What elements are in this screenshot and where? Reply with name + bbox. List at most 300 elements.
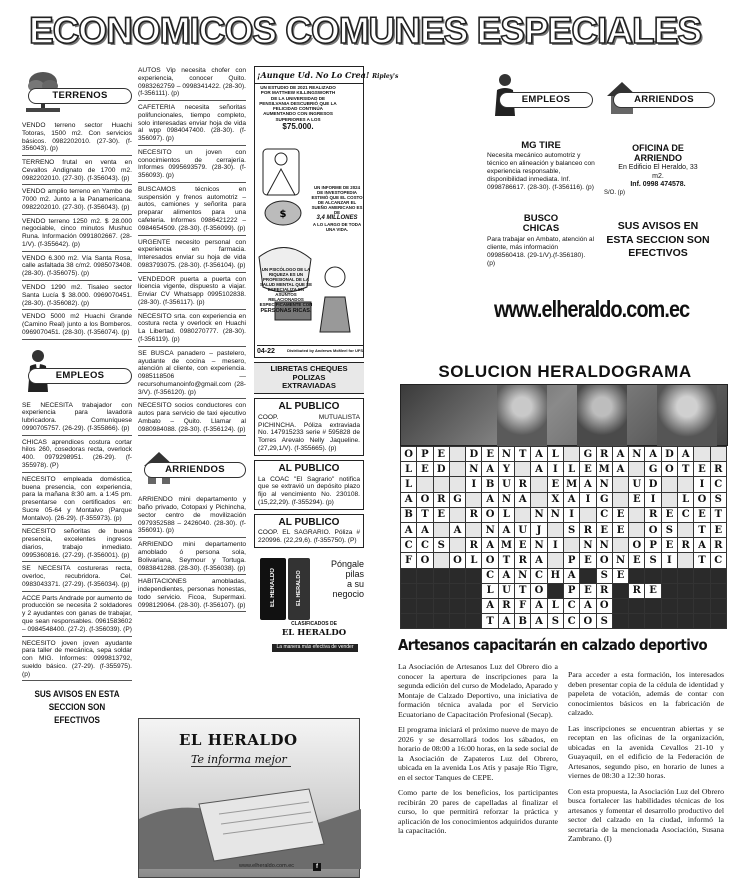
crossword-letter-cell: U xyxy=(629,477,645,492)
oficina-arriendo-ad: OFICINA DE ARRIENDO En Edificio El Heraldo, 33 m2. Inf. 0998 474578. S/O. (p) xyxy=(604,143,698,196)
crossword-clue-cell xyxy=(466,522,482,537)
crossword-letter-cell: I xyxy=(466,477,482,492)
battery-graphic-2: EL HERALDO xyxy=(288,558,310,620)
crossword-black-cell xyxy=(449,598,465,613)
list-item: ARRIENDO mini departamento amoblado ó persona sola, Bolivariana, Seymour y Tortuga. 0983841288. (28-30). (f-356038). (p) xyxy=(138,540,246,575)
crossword-letter-cell: D xyxy=(645,477,661,492)
crossword-black-cell xyxy=(612,583,628,598)
crossword-letter-cell: O xyxy=(645,522,661,537)
crossword-letter-cell: L xyxy=(466,553,482,568)
crossword-letter-cell: G xyxy=(449,492,465,507)
crossword-letter-cell: R xyxy=(596,447,612,462)
crossword-letter-cell: A xyxy=(563,492,579,507)
crossword-letter-cell: A xyxy=(401,522,417,537)
crossword-letter-cell: T xyxy=(694,553,710,568)
crossword-letter-cell: N xyxy=(498,492,514,507)
crossword-letter-cell: N xyxy=(515,568,531,583)
empleos-list-continued xyxy=(138,66,246,436)
crossword-letter-cell: R xyxy=(433,492,449,507)
crossword-letter-cell: E xyxy=(433,447,449,462)
crossword-letter-cell: U xyxy=(498,477,514,492)
crossword-letter-cell: D xyxy=(433,462,449,477)
crossword-black-cell xyxy=(417,614,433,629)
crossword-black-cell xyxy=(433,614,449,629)
crossword-letter-cell: A xyxy=(580,477,596,492)
el-heraldo-banner xyxy=(138,718,360,878)
crossword-clue-cell xyxy=(417,477,433,492)
crossword-letter-cell: B xyxy=(401,507,417,522)
crossword-letter-cell: E xyxy=(661,538,677,553)
crossword-letter-cell: R xyxy=(580,522,596,537)
crossword-letter-cell: S xyxy=(710,492,726,507)
list-item: VENDO terreno sector Huachi Totoras, 1500 m2. Con servicios básicos. 0982202010. (27-30). (f-356043). (p) xyxy=(22,121,132,156)
crossword-letter-cell: Y xyxy=(498,462,514,477)
photo-player-1 xyxy=(497,385,547,447)
crossword-letter-cell: R xyxy=(596,583,612,598)
crossword-clue-cell xyxy=(629,507,645,522)
crossword-black-cell xyxy=(661,598,677,613)
crossword-letter-cell: A xyxy=(531,462,547,477)
crossword-letter-cell: C xyxy=(531,568,547,583)
crossword-letter-cell: A xyxy=(531,598,547,613)
cartoon-date: 04-22 xyxy=(257,348,275,355)
crossword-letter-cell: I xyxy=(547,462,563,477)
list-item: AUTOS Vip necesita chofer con experiencia, conocer Quito. 0983262759 – 0998341422. (28-30). (f-356111). (p) xyxy=(138,66,246,101)
libretas-title: LIBRETAS CHEQUES POLIZAS EXTRAVIADAS xyxy=(254,362,364,394)
crossword-letter-cell: A xyxy=(498,568,514,583)
crossword-letter-cell: R xyxy=(710,538,726,553)
crossword-black-cell xyxy=(433,598,449,613)
crossword-black-cell xyxy=(694,614,710,629)
crossword-black-cell xyxy=(710,598,726,613)
list-item: VENDO 5000 m2 Huachi Grande (Camino Real) junto a los Bomberos. 0969070451. (28-30). (f-356074). (p) xyxy=(22,312,132,339)
crossword-letter-cell: A xyxy=(612,447,628,462)
crossword-letter-cell: O xyxy=(629,538,645,553)
crossword-clue-cell xyxy=(547,522,563,537)
section-header-empleos-right xyxy=(487,70,593,122)
crossword-letter-cell: N xyxy=(612,553,628,568)
list-item: NECESITO empleada doméstica, buena presencia, con experiencia, para la mañana 8:30 am. a 1:45 pm. presentarse con certificados en: Sucre 05-64 y Montalvo (Parque Montalvo). (26-29). (f-355973). (p) xyxy=(22,475,132,526)
crossword-black-cell xyxy=(401,583,417,598)
crossword-clue-cell xyxy=(531,492,547,507)
crossword-black-cell xyxy=(547,583,563,598)
crossword-letter-cell: L xyxy=(498,507,514,522)
crossword-letter-cell: N xyxy=(547,507,563,522)
cartoon-footer xyxy=(257,345,363,355)
crossword-black-cell xyxy=(449,568,465,583)
crossword-letter-cell: C xyxy=(417,538,433,553)
crossword-row xyxy=(401,583,727,598)
crossword-letter-cell: N xyxy=(596,477,612,492)
crossword-letter-cell: S xyxy=(547,614,563,629)
crossword-black-cell xyxy=(678,614,694,629)
crossword-black-cell xyxy=(710,568,726,583)
crossword-black-cell xyxy=(710,583,726,598)
crossword-letter-cell: S xyxy=(661,522,677,537)
promo-tagline: La manera más efectiva de vender xyxy=(272,644,358,652)
list-item: CAFETERIA necesita señoritas polifuncionales, tiempo completo, solo interesadas enviar hoja de vida al wpp 0984047400. (28-30). (f-356097). (p) xyxy=(138,103,246,146)
ripleys-cartoon xyxy=(254,66,399,358)
list-item: VENDO 6.300 m2. Vía Santa Rosa, calle asfaltada 38 c/m2. 0985073408. (28-30). (f-356075). (p) xyxy=(22,254,132,281)
list-item: VENDO amplio terreno en Yambo de 7000 m2. Junto a la Panamericana. 0982202010. (27-30). (f-356043). (p) xyxy=(22,187,132,214)
crossword-letter-cell: A xyxy=(449,522,465,537)
crossword-black-cell xyxy=(694,568,710,583)
crossword-letter-cell: E xyxy=(596,522,612,537)
crossword-letter-cell: I xyxy=(580,492,596,507)
crossword-letter-cell: R xyxy=(678,538,694,553)
crossword-black-cell xyxy=(612,598,628,613)
solucion-heraldograma-title: SOLUCION HERALDOGRAMA xyxy=(438,362,692,381)
crossword-letter-cell: S xyxy=(433,538,449,553)
article-paragraph: Con esta propuesta, la Asociación Luz del Obrero busca fortalecer las habilidades técnicas de los artesanos y fomentar el desarrollo productivo del sector del calzado en la ciudad, informó la secretaria de la mencionada Asociación, Susana Zambrano. (I) xyxy=(568,786,724,843)
section-label-terrenos: TERRENOS xyxy=(28,88,132,104)
crossword-letter-cell: D xyxy=(466,447,482,462)
crossword-row xyxy=(401,477,727,492)
crossword-clue-cell xyxy=(515,507,531,522)
crossword-letter-cell: C xyxy=(482,568,498,583)
crossword-clue-cell xyxy=(466,492,482,507)
crossword-letter-cell: E xyxy=(580,553,596,568)
banner-url: www.elheraldo.com.ec xyxy=(239,863,295,869)
crossword-letter-cell: H xyxy=(547,568,563,583)
crossword-black-cell xyxy=(612,614,628,629)
promo-sus-avisos: SUS AVISOS EN ESTA SECCION SON EFECTIVOS xyxy=(34,689,120,726)
crossword-black-cell xyxy=(433,568,449,583)
crossword-letter-cell: A xyxy=(678,447,694,462)
crossword-letter-cell: C xyxy=(678,507,694,522)
article-title: Artesanos capacitarán en calzado deportivo xyxy=(398,636,708,654)
crossword-letter-cell: C xyxy=(710,553,726,568)
crossword-letter-cell: O xyxy=(580,614,596,629)
crossword-black-cell xyxy=(433,583,449,598)
section-header-arriendos xyxy=(138,440,246,492)
crossword-clue-cell xyxy=(563,447,579,462)
list-item: VENDEDOR puerta a puerta con licencia vigente, dispuesto a viajar. Enviar CV Whatsapp 0995102838. (28-30). (f-356117). (p) xyxy=(138,275,246,310)
crossword-letter-cell: A xyxy=(482,538,498,553)
crossword-letter-cell: O xyxy=(694,492,710,507)
crossword-black-cell xyxy=(694,583,710,598)
list-item: NECESITO joven joven ayudante para taller de mecánica, sepa soldar con MIG. Informes: 0999813792, sueldo básico. (27-29). (f-355975). (p) xyxy=(22,639,132,682)
crossword-table xyxy=(400,446,727,629)
crossword-black-cell xyxy=(661,614,677,629)
crossword-letter-cell: A xyxy=(482,492,498,507)
crossword-clue-cell xyxy=(433,477,449,492)
crossword-letter-cell: N xyxy=(498,447,514,462)
banner-slogan: Te informa mejor xyxy=(191,753,291,767)
crossword-letter-cell: E xyxy=(417,462,433,477)
crossword-row xyxy=(401,507,727,522)
crossword-letter-cell: T xyxy=(515,583,531,598)
crossword-clue-cell xyxy=(531,477,547,492)
article-paragraph: El programa iniciará el próximo nueve de mayo de 2026 y se desarrollará todos los sábados, en horario de 08:00 a 16:00 horas, en la sede social de la Asociación de Zapateros Luz del Obrero, ubicada en la avenida Los Atís y pasaje Río Tigre, en el sector Tanques de CEPE. xyxy=(398,725,558,782)
crossword-clue-cell xyxy=(612,477,628,492)
busco-chicas-ad: BUSCO CHICAS Para trabajar en Ambato, atención al cliente, más información 0998560418. (29-1/V).(f-356180). (p) xyxy=(487,213,595,267)
crossword-letter-cell: L xyxy=(401,462,417,477)
list-item: CHICAS aprendices costura cortar hilos 260, cosedoras recta, overlock 400. 0979298951. (26-29). (f-355978). (P) xyxy=(22,438,132,473)
mg-tire-ad: MG TIRE Necesita mecánico automotriz y técnico en alineación y balanceo con experiencia responsable, disponibilidad inmediata. Inf. 0998786617. (28-30). (f-356116). (p) xyxy=(487,140,595,191)
crossword-black-cell xyxy=(629,598,645,613)
crossword-letter-cell: P xyxy=(645,538,661,553)
crossword-letter-cell: E xyxy=(433,507,449,522)
crossword-clue-cell xyxy=(433,553,449,568)
crossword-letter-cell: B xyxy=(515,614,531,629)
crossword-letter-cell: I xyxy=(661,553,677,568)
crossword-letter-cell: E xyxy=(515,538,531,553)
crossword-letter-cell: U xyxy=(498,583,514,598)
crossword-black-cell xyxy=(449,583,465,598)
crossword-black-cell xyxy=(694,598,710,613)
list-item: HABITACIONES amobladas, independientes, personas honestas, todo servicio. Ficoa, Supermaxi. 0998129064. (28-30). (f-356107). (p) xyxy=(138,577,246,612)
crossword-black-cell xyxy=(417,598,433,613)
facebook-icon: f xyxy=(313,863,321,871)
list-item: NECESITO un joven con conocimientos de cerrajería. Informes 0995693579. (28-30). (f-356093). (p) xyxy=(138,148,246,183)
crossword-letter-cell: E xyxy=(645,583,661,598)
crossword-letter-cell: N xyxy=(531,538,547,553)
crossword-clue-cell xyxy=(515,462,531,477)
crossword-letter-cell: P xyxy=(417,447,433,462)
crossword-letter-cell: A xyxy=(498,614,514,629)
crossword-clue-cell xyxy=(580,507,596,522)
crossword-letter-cell: E xyxy=(580,583,596,598)
promo-pilas: Póngale pilas a su negocio xyxy=(330,558,364,599)
photo-player-3 xyxy=(657,385,717,447)
crossword-letter-cell: S xyxy=(596,568,612,583)
al-publico-notice-1: AL PUBLICO COOP. MUTUALISTA PICHINCHA. Póliza extraviada No. 147915233 serie # 595828 de Torres Arevalo Nelly Jaqueline. (27,29,1/V). (f-355665). (p) xyxy=(254,398,364,456)
crossword-row xyxy=(401,568,727,583)
section-label-arriendos-right: ARRIENDOS xyxy=(613,92,715,108)
section-label-empleos: EMPLEOS xyxy=(28,368,132,384)
crossword-letter-cell: C xyxy=(563,598,579,613)
crossword-letter-cell: L xyxy=(482,583,498,598)
cartoon-panel-2: UN INFORME DE 2024 DE INVESTOPEDIA ESTIMÓ QUE EL COSTO DE ALCANZAR EL SUEÑO AMERICANO ES DE 3,4 MILLONES A LO LARGO DE TODA UNA VIDA. xyxy=(311,185,363,233)
list-item: ACCE Parts Andrade por aumento de producción se necesita 2 soldadores y 2 ayudantes con ganas de trabajar, que sean responsables. 0961583602 – 0984548400. (27-2). (f-356039). (P) xyxy=(22,594,132,637)
crossword-letter-cell: R xyxy=(645,507,661,522)
crossword-letter-cell: C xyxy=(401,538,417,553)
crossword-letter-cell: R xyxy=(515,553,531,568)
crossword-letter-cell: R xyxy=(466,538,482,553)
column-terrenos-empleos xyxy=(22,66,132,888)
crossword-letter-cell: O xyxy=(596,553,612,568)
crossword-letter-cell: J xyxy=(531,522,547,537)
crossword-letter-cell: A xyxy=(482,598,498,613)
crossword-letter-cell: O xyxy=(482,553,498,568)
crossword-letter-cell: A xyxy=(515,492,531,507)
crossword-letter-cell: A xyxy=(563,568,579,583)
ripleys-logo: Ripley's xyxy=(372,73,399,80)
crossword-letter-cell: G xyxy=(596,492,612,507)
crossword-letter-cell: C xyxy=(563,614,579,629)
list-item: NECESITO señoritas de buena presencia, excelentes ingresos diarios, trabajo inmediato. 0995360816. (27-29). (f-356001). (p) xyxy=(22,527,132,562)
crossword-letter-cell: L xyxy=(678,492,694,507)
list-item: TERRENO frutal en venta en Cevallos Andignato de 1700 m2. 0982202010. (27-30). (f-356043). (p) xyxy=(22,158,132,185)
crossword-row xyxy=(401,538,727,553)
al-publico-notice-2: AL PUBLICO La COAC "El Sagrario" notifica que se extravió un depósito plazo fijo al vencimiento No. 230108. (15,22,29). (f-355294). (p) xyxy=(254,460,364,510)
crossword-black-cell xyxy=(678,568,694,583)
crossword-letter-cell: T xyxy=(678,462,694,477)
crossword-black-cell xyxy=(417,568,433,583)
list-item: SE NECESITA trabajador con experiencia para lavadora lubricadora. Comuníquese 0990705757. (26-29). (f-355866). (p) xyxy=(22,401,132,436)
list-item: SE BUSCA panadero – pastelero, ayudante de cocina – mesero, atención al cliente, con experiencia. 0985118506 — recursohumanoinfo@gmail.com (28-3/V). (f-356120). (p) xyxy=(138,349,246,400)
crossword-letter-cell: C xyxy=(710,477,726,492)
crossword-letter-cell: T xyxy=(482,614,498,629)
crossword-letter-cell: A xyxy=(645,447,661,462)
crossword-letter-cell: G xyxy=(645,462,661,477)
crossword-clue-cell xyxy=(678,553,694,568)
crossword-letter-cell: N xyxy=(531,507,547,522)
crossword-letter-cell: T xyxy=(694,522,710,537)
crossword-letter-cell: A xyxy=(417,522,433,537)
crossword-photo-band xyxy=(400,384,728,446)
battery-label: EL HERALDO xyxy=(270,568,276,608)
crossword-clue-cell xyxy=(433,522,449,537)
crossword-letter-cell: E xyxy=(661,507,677,522)
crossword-letter-cell: X xyxy=(547,492,563,507)
section-header-arriendos-right xyxy=(599,70,715,122)
crossword-letter-cell: E xyxy=(629,492,645,507)
arriendos-list xyxy=(138,495,246,612)
crossword-letter-cell: A xyxy=(498,522,514,537)
crossword-letter-cell: C xyxy=(596,507,612,522)
article-paragraph: Como parte de los beneficios, los participantes recibirán 20 pares de capelladas al finalizar el curso, lo que permitirá reforzar la práctica y aplicación de los conocimientos adquiridos durante la capacitación. xyxy=(398,788,559,835)
crossword-letter-cell: M xyxy=(596,462,612,477)
crossword-letter-cell: T xyxy=(710,507,726,522)
crossword-letter-cell: O xyxy=(449,553,465,568)
crossword-letter-cell: L xyxy=(547,598,563,613)
crossword-letter-cell: I xyxy=(563,507,579,522)
crossword-letter-cell: E xyxy=(580,462,596,477)
crossword-black-cell xyxy=(466,568,482,583)
list-item: BUSCAMOS técnicos en suspensión y frenos automotriz – autos, camiones y señorita para preparar alimentos para una cafetería. Informes 0986421222 – 0984654509. (28-30). (f-356099). (p) xyxy=(138,185,246,236)
photo-player-2 xyxy=(577,385,627,447)
crossword-letter-cell: F xyxy=(401,553,417,568)
crossword-black-cell xyxy=(710,614,726,629)
cartoon-title: ¡Aunque Ud. No Lo Crea! Ripley's xyxy=(255,67,363,84)
crossword-letter-cell: L xyxy=(547,447,563,462)
crossword-letter-cell: A xyxy=(612,462,628,477)
crossword-black-cell xyxy=(678,583,694,598)
empleos-list xyxy=(22,401,132,682)
crossword-letter-cell: O xyxy=(531,583,547,598)
hands-newspaper-illustration xyxy=(139,769,361,869)
crossword-letter-cell: E xyxy=(710,522,726,537)
crossword-clue-cell xyxy=(449,462,465,477)
crossword-letter-cell: N xyxy=(596,538,612,553)
crossword-letter-cell: A xyxy=(482,462,498,477)
crossword-letter-cell: P xyxy=(563,583,579,598)
crossword-letter-cell: S xyxy=(645,553,661,568)
crossword-letter-cell: S xyxy=(563,522,579,537)
crossword-black-cell xyxy=(629,614,645,629)
al-publico-notice-3: AL PUBLICO COOP. EL SAGRARIO. Póliza # 220996. (22,29,6). (f-355750). (P) xyxy=(254,514,364,548)
crossword-letter-cell: O xyxy=(661,462,677,477)
crossword-letter-cell: E xyxy=(612,507,628,522)
crossword-letter-cell: N xyxy=(482,522,498,537)
list-item: NECESITO socios conductores con autos para servicio de taxi ejecutivo Ambato – Quito. Llamar al 0980984088. (28-30). (f-356124). (p) xyxy=(138,401,246,436)
crossword-clue-cell xyxy=(661,477,677,492)
crossword-letter-cell: I xyxy=(547,538,563,553)
section-label-arriendos: ARRIENDOS xyxy=(144,462,246,478)
crossword-letter-cell: A xyxy=(531,447,547,462)
list-item: ARRIENDO mini departamento y baño privado, Cotopaxi y Pichincha, sector centro de movilización 0979352588 – 2426040. (28-30). (f-356091). (p) xyxy=(138,495,246,538)
crossword-letter-cell: A xyxy=(694,538,710,553)
crossword-clue-cell xyxy=(449,538,465,553)
crossword-letter-cell: I xyxy=(645,492,661,507)
crossword-clue-cell xyxy=(547,553,563,568)
cartoon-panel-3: UN PSICÓLOGO DE LA RIQUEZA ES UN PROFESIONAL DE LA SALUD MENTAL QUE SE ESPECIALIZA EN ASUNTOS RELACIONADOS ESPECÍFICAMENTE CON PERSONAS RICAS. xyxy=(259,267,313,314)
crossword-letter-cell: E xyxy=(612,568,628,583)
article-paragraph: Para acceder a esta formación, los interesados deben presentar copia de la cédula de identidad y papeleta de votación, además de contar con conocimientos básicos en la fabricación de calzado. xyxy=(568,670,724,717)
crossword-letter-cell: P xyxy=(563,553,579,568)
crossword-row xyxy=(401,614,727,629)
crossword-clue-cell xyxy=(449,507,465,522)
crossword-letter-cell: B xyxy=(482,477,498,492)
crossword-clue-cell xyxy=(661,492,677,507)
crossword-letter-cell: L xyxy=(401,477,417,492)
list-item: SE NECESITA costureras recta, overloc, recubridora. Cel. 0983043371. (27-29). (f-356034). (p) xyxy=(22,564,132,591)
crossword-black-cell xyxy=(417,583,433,598)
crossword-black-cell xyxy=(466,583,482,598)
crossword-row xyxy=(401,553,727,568)
crossword-letter-cell: N xyxy=(466,462,482,477)
crossword-clue-cell xyxy=(629,522,645,537)
crossword-letter-cell: A xyxy=(401,492,417,507)
crossword-clue-cell xyxy=(629,462,645,477)
crossword-black-cell xyxy=(580,568,596,583)
crossword-clue-cell xyxy=(449,447,465,462)
crossword-black-cell xyxy=(645,598,661,613)
crossword-clue-cell xyxy=(678,477,694,492)
crossword-black-cell xyxy=(449,614,465,629)
battery-graphic xyxy=(260,558,286,620)
crossword-letter-cell: R xyxy=(466,507,482,522)
crossword-clue-cell xyxy=(449,477,465,492)
crossword-row xyxy=(401,522,727,537)
crossword-letter-cell: A xyxy=(531,614,547,629)
crossword-clue-cell xyxy=(612,492,628,507)
crossword-letter-cell: I xyxy=(694,477,710,492)
column-libretas xyxy=(254,362,364,682)
crossword-letter-cell: M xyxy=(498,538,514,553)
crossword-letter-cell: R xyxy=(515,477,531,492)
crossword-black-cell xyxy=(678,598,694,613)
crossword-black-cell xyxy=(466,598,482,613)
crossword-letter-cell: R xyxy=(498,598,514,613)
crossword-letter-cell: G xyxy=(580,447,596,462)
crossword-black-cell xyxy=(401,598,417,613)
article-column-2 xyxy=(568,670,724,884)
crossword-grid xyxy=(400,446,728,632)
crossword-letter-cell: O xyxy=(482,507,498,522)
crossword-letter-cell: T xyxy=(417,507,433,522)
promo-sus-avisos-right: SUS AVISOS EN ESTA SECCION SON EFECTIVOS xyxy=(606,220,710,260)
crossword-black-cell xyxy=(661,568,677,583)
crossword-black-cell xyxy=(401,614,417,629)
crossword-letter-cell: N xyxy=(629,447,645,462)
crossword-row xyxy=(401,492,727,507)
crossword-letter-cell: E xyxy=(612,522,628,537)
crossword-row xyxy=(401,598,727,613)
crossword-clue-cell xyxy=(612,538,628,553)
crossword-clue-cell xyxy=(710,447,726,462)
crossword-letter-cell: S xyxy=(596,614,612,629)
crossword-black-cell xyxy=(645,614,661,629)
crossword-letter-cell: R xyxy=(629,583,645,598)
list-item: VENDO terreno 1250 m2. $ 28.000 negociable, cinco minutos Mushuc Runa. Información 0991802667. (28-1/V). (f-355642). (p) xyxy=(22,217,132,252)
crossword-letter-cell: O xyxy=(417,492,433,507)
svg-text:$: $ xyxy=(279,209,287,220)
crossword-letter-cell: A xyxy=(580,598,596,613)
article-paragraph: La Asociación de Artesanos Luz del Obrero dio a conocer la apertura de inscripciones para la segunda edición del curso de Modelado, Aparado y Montaje de Calzado Deportivo, una iniciativa de formación técnica avalada por el Servicio Ecuatoriano de Capacitación Profesional (Secap). xyxy=(398,662,558,719)
